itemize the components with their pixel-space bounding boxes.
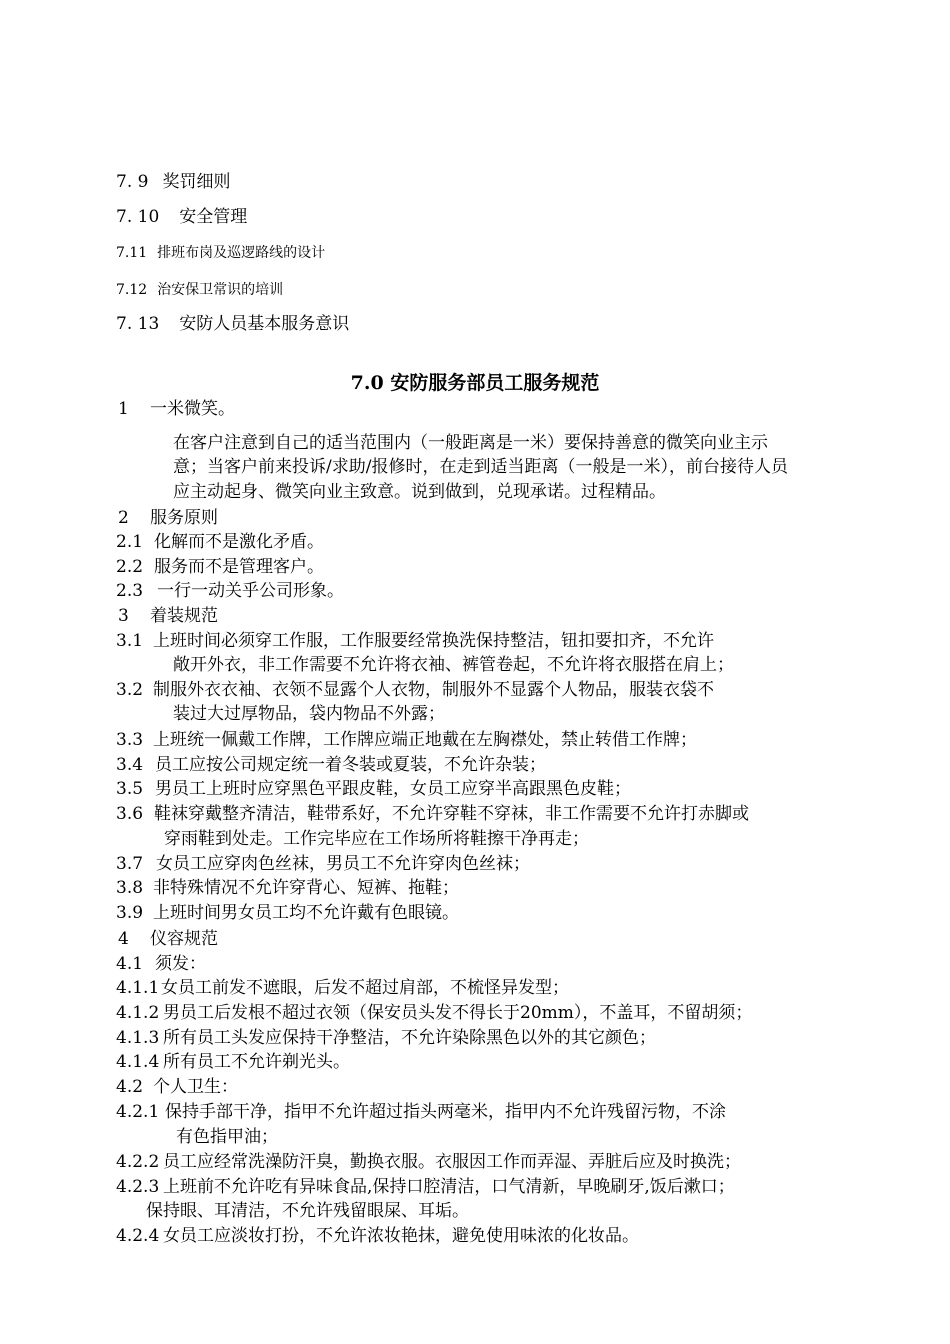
clause-text: 须发： bbox=[155, 954, 206, 974]
toc-number: 7. 9 bbox=[116, 172, 149, 192]
toc-text: 治安保卫常识的培训 bbox=[157, 282, 284, 298]
clause-text: 服务原则 bbox=[150, 508, 218, 528]
clause-text: 所有员工头发应保持干净整洁，不允许染除黑色以外的其它颜色； bbox=[163, 1028, 656, 1048]
clause-text: 非特殊情况不允许穿背心、短裤、拖鞋； bbox=[153, 878, 459, 898]
clause-number: 1 bbox=[118, 399, 129, 419]
clause-text: 有色指甲油； bbox=[176, 1127, 278, 1147]
clause-text: 一行一动关乎公司形象。 bbox=[157, 581, 344, 601]
clause-text: 应主动起身、微笑向业主致意。说到做到，兑现承诺。过程精品。 bbox=[173, 482, 666, 502]
toc-item bbox=[116, 171, 230, 193]
toc-number: 7. 13 bbox=[116, 314, 160, 334]
clause-number: 2.3 bbox=[116, 581, 144, 601]
clause-number: 4.2.4 bbox=[116, 1226, 160, 1246]
toc-item bbox=[116, 206, 247, 228]
clause-number: 3.6 bbox=[116, 804, 144, 824]
toc-number: 7.11 bbox=[116, 245, 148, 261]
clause-number: 3.8 bbox=[116, 878, 144, 898]
toc-number: 7.12 bbox=[116, 282, 148, 298]
clause-text: 员工应经常洗澡防汗臭，勤换衣服。衣服因工作而弄湿、弄脏后应及时换洗； bbox=[163, 1152, 741, 1172]
toc-number: 7. 10 bbox=[116, 207, 160, 227]
clause-text: 男员工上班时应穿黑色平跟皮鞋，女员工应穿半高跟黑色皮鞋； bbox=[155, 779, 631, 799]
clause-number: 3.1 bbox=[116, 631, 144, 651]
clause-number: 4.1.4 bbox=[116, 1052, 160, 1072]
clause-text: 员工应按公司规定统一着冬装或夏装，不允许杂装； bbox=[155, 755, 546, 775]
clause-text: 上班时间男女员工均不允许戴有色眼镜。 bbox=[153, 903, 459, 923]
toc-text: 奖罚细则 bbox=[162, 172, 231, 192]
clause-text: 着装规范 bbox=[150, 606, 218, 626]
clause-text: 服务而不是管理客户。 bbox=[154, 557, 324, 577]
toc-item bbox=[116, 313, 349, 335]
clause-number: 3.7 bbox=[116, 854, 144, 874]
clause-text: 保持手部干净，指甲不允许超过指头两毫米，指甲内不允许残留污物，不涂 bbox=[165, 1102, 726, 1122]
clause-number: 4.1.3 bbox=[116, 1028, 160, 1048]
clause-number: 3.3 bbox=[116, 730, 144, 750]
clause-text: 穿雨鞋到处走。工作完毕应在工作场所将鞋擦干净再走； bbox=[164, 829, 589, 849]
clause-number: 4.1.1 bbox=[116, 978, 160, 998]
clause-number: 3 bbox=[118, 606, 129, 626]
clause-number: 3.5 bbox=[116, 779, 144, 799]
clause-text: 装过大过厚物品，袋内物品不外露； bbox=[173, 704, 445, 724]
clause-text: 在客户注意到自己的适当范围内（一般距离是一米）要保持善意的微笑向业主示 bbox=[173, 433, 768, 453]
clause-number: 4.2.3 bbox=[116, 1177, 160, 1197]
clause-text: 制服外衣衣袖、衣领不显露个人衣物，制服外不显露个人物品，服装衣袋不 bbox=[153, 680, 714, 700]
clause-text: 保持眼、耳清洁，不允许残留眼屎、耳垢。 bbox=[146, 1201, 469, 1221]
clause-number: 3.2 bbox=[116, 680, 144, 700]
clause-text: 一米微笑。 bbox=[150, 399, 235, 419]
clause-text: 上班统一佩戴工作牌，工作牌应端正地戴在左胸襟处，禁止转借工作牌； bbox=[153, 730, 697, 750]
clause-number: 4 bbox=[118, 929, 129, 949]
clause-text: 上班时间必须穿工作服，工作服要经常换洗保持整洁，钮扣要扣齐，不允许 bbox=[153, 631, 714, 651]
clause-number: 4.1.2 bbox=[116, 1003, 160, 1023]
clause-number: 4.2 bbox=[116, 1077, 144, 1097]
clause-number: 3.9 bbox=[116, 903, 144, 923]
clause-number: 4.1 bbox=[116, 954, 144, 974]
clause-number: 2.1 bbox=[116, 532, 144, 552]
toc-text: 安全管理 bbox=[179, 207, 248, 227]
clause-text: 女员工前发不遮眼，后发不超过肩部，不梳怪异发型； bbox=[161, 978, 569, 998]
toc-text: 安防人员基本服务意识 bbox=[179, 314, 350, 334]
clause-text: 所有员工不允许剃光头。 bbox=[163, 1052, 350, 1072]
clause-text: 仪容规范 bbox=[150, 929, 218, 949]
clause-number: 4.2.2 bbox=[116, 1152, 160, 1172]
toc-item bbox=[116, 279, 283, 301]
clause-text: 鞋袜穿戴整齐清洁，鞋带系好，不允许穿鞋不穿袜，非工作需要不允许打赤脚或 bbox=[154, 804, 749, 824]
toc-text: 排班布岗及巡逻路线的设计 bbox=[157, 245, 326, 261]
clause-text: 女员工应淡妆打扮，不允许浓妆艳抹，避免使用味浓的化妆品。 bbox=[163, 1226, 639, 1246]
clause-text: 化解而不是激化矛盾。 bbox=[154, 532, 324, 552]
clause-number: 2.2 bbox=[116, 557, 144, 577]
clause-number: 4.2.1 bbox=[116, 1102, 160, 1122]
section-title: 7.0 安防服务部员工服务规范 bbox=[350, 372, 600, 394]
clause-text: 男员工后发根不超过衣领（保安员头发不得长于20mm），不盖耳，不留胡须； bbox=[163, 1003, 753, 1023]
clause-text: 上班前不允许吃有异味食品,保持口腔清洁，口气清新，早晚刷牙,饭后漱口； bbox=[163, 1177, 735, 1197]
clause-text: 女员工应穿肉色丝袜，男员工不允许穿肉色丝袜； bbox=[156, 854, 530, 874]
toc-item bbox=[116, 242, 325, 264]
clause-number: 3.4 bbox=[116, 755, 144, 775]
clause-text: 意；当客户前来投诉/求助/报修时，在走到适当距离（一般是一米），前台接待人员 bbox=[173, 457, 788, 477]
clause-text: 个人卫生： bbox=[153, 1077, 238, 1097]
clause-text: 敞开外衣，非工作需要不允许将衣袖、裤管卷起，不允许将衣服搭在肩上； bbox=[173, 655, 734, 675]
clause-number: 2 bbox=[118, 508, 129, 528]
